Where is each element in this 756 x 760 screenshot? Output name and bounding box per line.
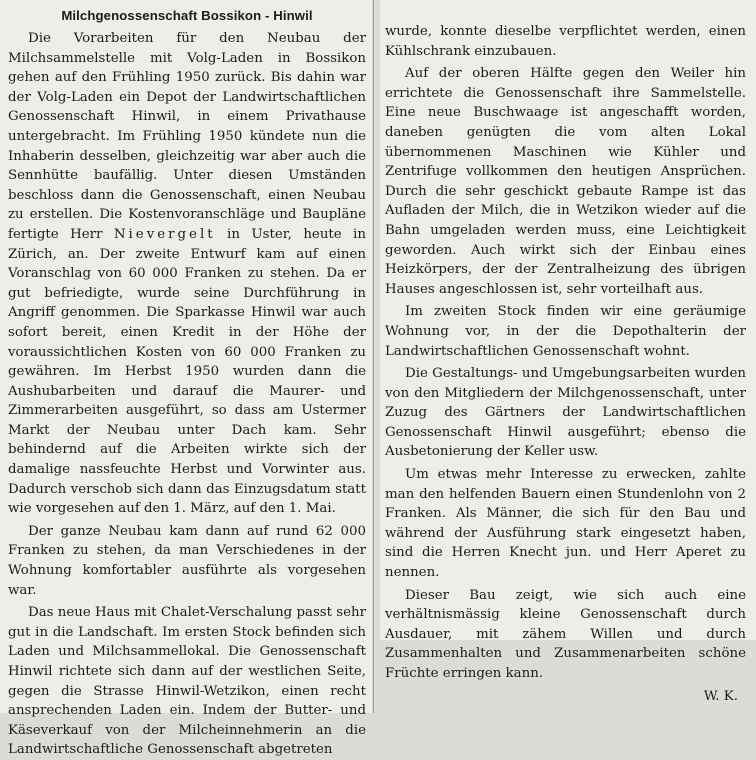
author-signature: W. K.: [703, 688, 738, 704]
article-title: Milchgenossenschaft Bossikon - Hinwil: [61, 8, 313, 23]
paragraph-1: [8, 29, 366, 519]
paragraph-8: Um etwas mehr Interesse zu erwecken, zahlte man den helfenden Bauern einen Stundenlohn von 2 Franken. Als Männer, die sich für den Bau und während der Ausführung stark eingesetzt haben, sind die Herren Knecht jun. und Herr Aperet zu nennen.: [385, 467, 746, 581]
paragraph-5: Auf der oberen Hälfte gegen den Weiler hin errichtete die Genossenschaft ihre Sammelstelle. Eine neue Buschwaage ist angeschafft worden, daneben genügten die vom alten Lokal übernommenen Maschinen wie Kühler und Zentrifuge vollkommen den heutigen Ansprüchen. Durch die sehr geschickt gebaute Rampe ist das Aufladen der Milch, die in Wetzikon wieder auf die Bahn umgeladen werden muss, eine Leichtigkeit geworden. Auch wirkt sich der Einbau eines Heizkörpers, der der Zentralheizung des übrigen Hauses angeschlossen ist, sehr vorteilhaft aus.: [385, 66, 746, 297]
paragraph-1-text: Die Vorarbeiten für den Neubau der Milchsammelstelle mit Volg-Laden in Bossikon gehen auf den Frühling 1950 zurück. Bis dahin war der Volg-Laden ein Depot der Landwirtschaftlichen Genossenschaft Hinwil, in einem Privathause untergebracht. Im Frühling 1950 kündete nun die Inhaberin desselben, gleichzeitig war aber auch die Sennhütte baufällig. Unter diesen Umständen beschloss dann die Genossenschaft, einen Neubau zu erstellen. Die Kostenvoranschläge und Baupläne fertigte Herr: [8, 31, 366, 242]
paragraph-6: Im zweiten Stock finden wir eine geräumige Wohnung vor, in der die Depothalterin der Landwirtschaftlichen Genossenschaft wohnt.: [385, 304, 746, 359]
column-divider: [373, 0, 374, 713]
paragraph-1-text-continued: in Uster, heute in Zürich, an. Der zweite Entwurf kam auf einen Voranschlag von 60 000 Franken zu stehen. Da er gut befriedigte, wurde seine Durchführung in Angriff genommen. Die Sparkasse Hinwil war auch sofort bereit, einen Kredit in der Höhe der voraussichtlichen Kosten von 60 000 Franken zu gewähren. Im Herbst 1950 wurden dann die Aushubarbeiten und darauf die Maurer- und Zimmerarbeiten ausgeführt, so dass am Ustermer Markt der Neubau unter Dach kam. Sehr behindernd auf die Arbeiten wirkte sich der damalige nassfeuchte Herbst und Vorwinter aus. Dadurch verschob sich dann das Einzugsdatum statt wie vorgesehen auf den 1. März, auf den 1. Mai.: [8, 226, 366, 517]
paragraph-2: Der ganze Neubau kam dann auf rund 62 000 Franken zu stehen, da man Verschiedenes in der Wohnung komfortabler ausführte als vorgesehen war.: [8, 523, 366, 598]
paragraph-9: Dieser Bau zeigt, wie sich auch eine verhältnismässig kleine Genossenschaft durch Ausdauer, mit zähem Willen und durch Zusammenhalten und Zusammenarbeiten schöne Früchte erringen kann.: [385, 587, 746, 681]
paragraph-7: Die Gestaltungs- und Umgebungsarbeiten wurden von den Mitgliedern der Milchgenossenschaft, unter Zuzug des Gärtners der Landwirtschaftlichen Genossenschaft Hinwil ausgeführt; ebenso die Ausbetonierung der Keller usw.: [385, 366, 746, 460]
article-column-right: [380, 0, 756, 704]
paragraph-3: Das neue Haus mit Chalet-Verschalung passt sehr gut in die Landschaft. Im ersten Stock befinden sich Laden und Milchsammellokal. Die Genossenschaft Hinwil richtete sich dann auf der westlichen Seite, gegen die Strasse Hinwil-Wetzikon, einen recht ansprechenden Laden ein. Indem der Butter- und Käseverkauf von der Milcheinnehmerin an die Landwirtschaftliche Genossenschaft abgetreten: [8, 605, 366, 758]
paragraph-4: wurde, konnte dieselbe verpflichtet werden, einen Kühlschrank einzubauen.: [385, 24, 746, 59]
article-column-left: [0, 0, 372, 758]
architect-name: Nievergelt: [113, 226, 216, 242]
